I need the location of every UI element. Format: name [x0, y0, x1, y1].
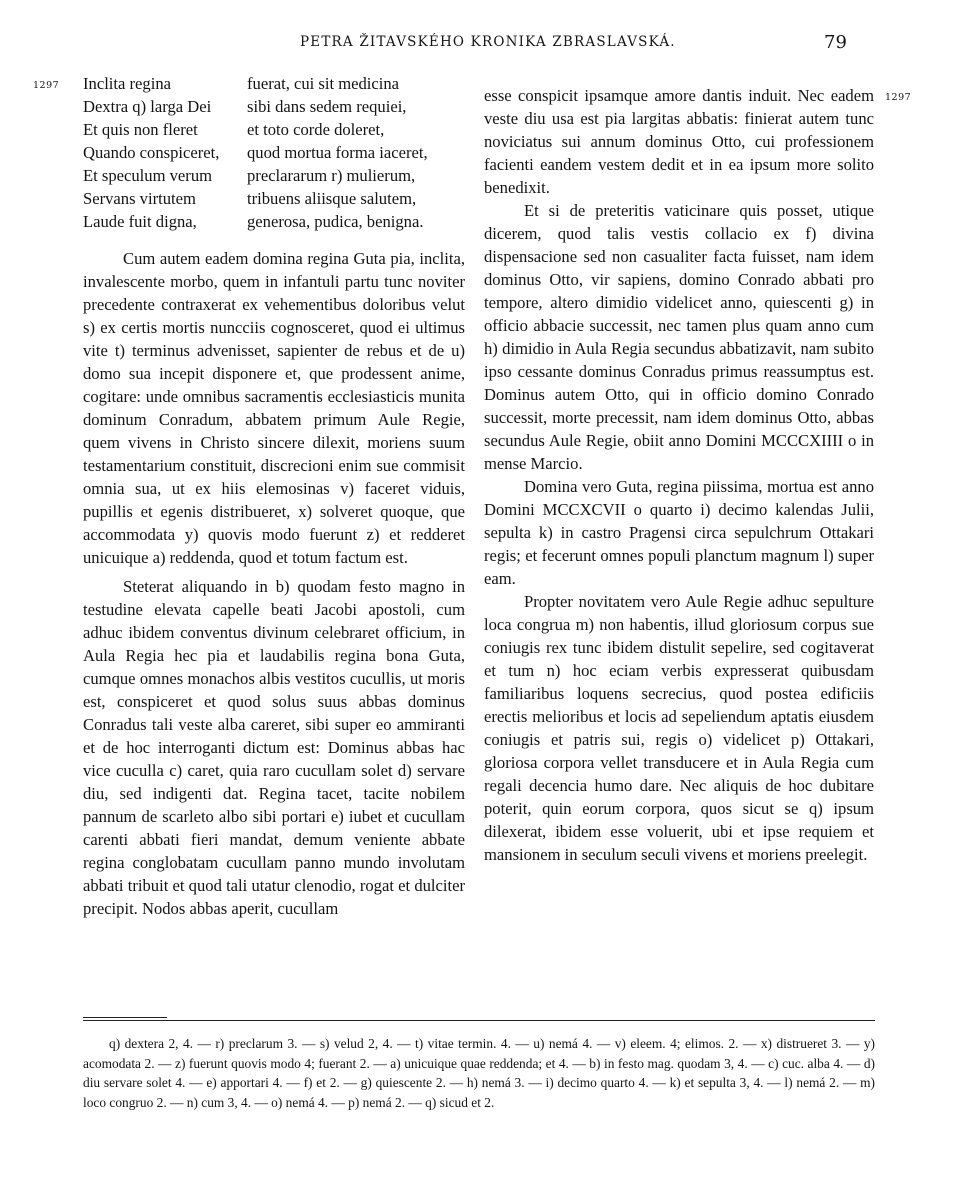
- poem-line-second-half: tribuens aliisque salutem,: [247, 189, 417, 208]
- poem-line: [83, 187, 465, 210]
- poem-line-first-half: Laude fuit digna,: [83, 212, 197, 231]
- poem-line-first-half: Quando conspiceret,: [83, 143, 220, 162]
- poem: [83, 72, 465, 233]
- page-number: 79: [824, 32, 847, 53]
- poem-line: [83, 118, 465, 141]
- poem-line: [83, 95, 465, 118]
- poem-line-first-half: Servans virtutem: [83, 189, 196, 208]
- right-column: [484, 84, 874, 866]
- poem-line-second-half: generosa, pudica, benigna.: [247, 212, 424, 231]
- poem-line-first-half: Et quis non fleret: [83, 120, 198, 139]
- poem-line-first-half: Et speculum verum: [83, 166, 213, 185]
- poem-line: [83, 210, 465, 233]
- poem-line: [83, 164, 465, 187]
- footnote-rule: [83, 1020, 875, 1021]
- poem-line-second-half: et toto corde doleret,: [247, 120, 385, 139]
- footnotes-text: q) dextera 2, 4. — r) preclarum 3. — s) velud 2, 4. — t) vitae termin. 4. — u) nemá 4. — v) eleem. 4; elimos. 2. — x) distrueret 3. — y) acomodata 2. — z) fuerunt quovis modo 4; fuerant 2. — a) unicuique quae reddenda; et 4. — b) in festo mag. quodam 3, 4. — c) cuc. alba 4. — d) diu servare solet 4. — e) apportari 4. — f) et 2. — g) quiescente 2. — h) nemá 3. — i) decimo quarto 4. — k) et sepulta 3, 4. — l) nemá 2. — m) loco congruo 2. — n) cum 3, 4. — o) nemá 4. — p) nemá 2. — q) sicud et 2.: [83, 1036, 875, 1110]
- poem-line: [83, 72, 465, 95]
- page-header: [0, 34, 960, 58]
- running-title: PETRA ŽITAVSKÉHO KRONIKA ZBRASLAVSKÁ.: [300, 34, 676, 50]
- paragraph: Domina vero Guta, regina piissima, mortua est anno Domini MCCXCVII o quarto i) decimo kalendas Julii, sepulta k) in castro Pragensi circa sepulchrum Ottakari regis; et fecerunt omnes populi planctum magnum l) super eam.: [484, 477, 874, 588]
- poem-line-second-half: preclararum r) mulierum,: [247, 166, 416, 185]
- poem-line-second-half: fuerat, cui sit medicina: [247, 74, 400, 93]
- paragraph: Steterat aliquando in b) quodam festo magno in testudine elevata capelle beati Jacobi apostoli, cum adhuc ibidem conventus divinum celebraret officium, in Aula Regia hec pia et laudabilis regina bona Guta, cumque omnes monachos albis vestitos cucullis, ut moris est, conspiceret et quod solus suus abbas dominus Conradus tali veste alba careret, sibi super eo ammiranti et de hoc interroganti dictum est: Dominus abbas hac vice cuculla c) caret, quia raro cucullam solet d) servare diu, sed indigenti dat. Regina tacet, tacite nobilem pannum de scarleto albo sibi portari e) iubet et cucullam carenti abbati fieri mandat, demum veniente abbate regina conglobatam cucullam panno mundo involutam abbati tribuit et quod tali utatur clenodio, rogat et dulciter precipit. Nodos abbas aperit, cucullam: [83, 577, 465, 918]
- poem-line: [83, 141, 465, 164]
- paragraph: esse conspicit ipsamque amore dantis induit. Nec eadem veste diu usa est pia largitas abbatis: finierat autem tunc noviciatus sui annum dominus Otto, cui professionem facienti eandem vestem dedit et in ea ipsum more solito benedixit.: [484, 86, 874, 197]
- poem-line-second-half: sibi dans sedem requiei,: [247, 97, 407, 116]
- paragraph: Cum autem eadem domina regina Guta pia, inclita, invalescente morbo, quem in infantuli partu tunc noviter precedente contraxerat ex vehementibus doloribus velut s) ex certis mortis nuncciis cognosceret, quod ei ultimus vite t) terminus advenisset, sapienter de rebus et de u) domo sua incepit disponere et, que prodessent anime, cogitare: unde omnibus sacramentis ecclesiasticis munita dominum Conradum, abbatem primum Aule Regie, quem vivens in Christo sincere dilexit, moriens suum testamentarium constituit, discrecioni enim sue commisit omnia sua, ut ex hiis elemosinas v) faceret viduis, pupillis et egenis distribueret, x) solveret quoque, que accommodata y) quovis modo fuerunt z) et redderet unicuique a) reddenda, quod et totum factum est.: [83, 249, 465, 567]
- paragraph: Propter novitatem vero Aule Regie adhuc sepulture loca congrua m) non habentis, illud gloriosum corpus sue coniugis rex tunc ibidem distulit sepelire, sed cogitaverat et tum n) hoc eciam verbis expresserat quibusdam familiaribus loquens secrecius, quod postea edificiis erectis melioribus et locis ad sepeliendum aptatis eiusdem coniugis et patris sui, regis o) videlicet p) Ottakari, gloriosa corpora vellet transducere et in Aula Regia cum regali decencia humo dare. Nec aliquis de hoc dubitare poterit, quin eorum corpora, quos sicut se q) ipsum dilexerat, ibidem esse voluerit, ubi et ipse requiem et mansionem in seculum seculi vivens et moriens preelegit.: [484, 592, 874, 864]
- footnotes: [83, 1034, 875, 1112]
- left-column: [83, 72, 465, 920]
- margin-year-left: 1297: [33, 80, 60, 91]
- poem-line-first-half: Inclita regina: [83, 74, 171, 93]
- poem-line-second-half: quod mortua forma iaceret,: [247, 143, 428, 162]
- margin-year-right: 1297: [885, 92, 912, 103]
- poem-line-first-half: Dextra q) larga Dei: [83, 97, 212, 116]
- paragraph: Et si de preteritis vaticinare quis posset, utique dicerem, quod talis vestis collacio ex f) divina dispensacione sed non casualiter facta fuisset, nam idem dominus Otto, vir sapiens, domino Conrado abbati pro tempore, altero dimidio videlicet anno, quiescenti g) in officio abbacie successit, nec tamen plus quam anno cum h) dimidio in Aula Regia secundus abbatizavit, nam subito ipso cessante dominus Conradus primus reassumptus est. Dominus autem Otto, qui in officio domino Conrado successit, morte precessit, nam idem dominus Otto, abbas secundus Aule Regie, obiit anno Domini MCCCXIIII o in mense Marcio.: [484, 201, 874, 473]
- footnote-rule-short: [83, 1017, 167, 1018]
